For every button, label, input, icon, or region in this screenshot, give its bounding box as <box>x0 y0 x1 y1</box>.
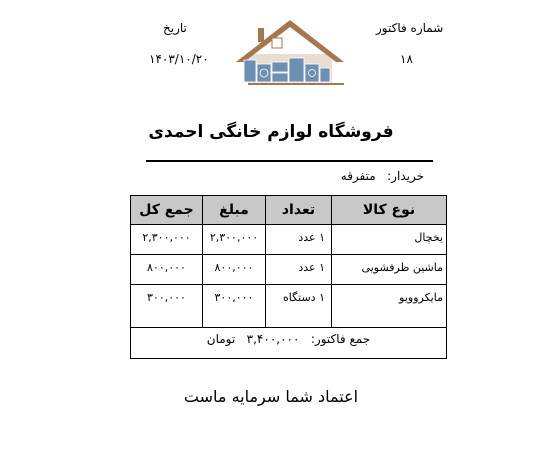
table-row <box>131 225 447 255</box>
item-total: ۳۰۰,۰۰۰ <box>131 285 203 328</box>
item-amount: ۸۰۰,۰۰۰ <box>203 255 266 285</box>
header-amount: مبلغ <box>203 196 266 225</box>
buyer-line <box>341 169 424 183</box>
buyer-label: خریدار: <box>387 169 424 183</box>
shop-title: فروشگاه لوازم خانگی احمدی <box>148 122 394 142</box>
title-divider <box>146 160 433 162</box>
item-amount: ۳۰۰,۰۰۰ <box>203 285 266 328</box>
slogan: اعتماد شما سرمایه ماست <box>183 387 359 406</box>
invoice-total-row <box>131 328 447 359</box>
item-quantity: ۱ دستگاه <box>266 285 332 328</box>
item-total: ۸۰۰,۰۰۰ <box>131 255 203 285</box>
item-name: ماشین ظرفشویی <box>332 255 447 285</box>
table-row <box>131 255 447 285</box>
invoice-table <box>130 195 447 359</box>
house-with-appliances-icon <box>232 18 348 86</box>
invoice-date: ۱۴۰۳/۱۰/۲۰ <box>149 52 209 66</box>
invoice-total-value: ۳,۴۰۰,۰۰۰ <box>246 332 300 346</box>
item-name: مایکروویو <box>332 285 447 328</box>
invoice-total-label: جمع فاکتور: <box>310 332 371 346</box>
invoice-total-cell <box>131 328 447 359</box>
invoice-number: ۱۸ <box>400 52 413 66</box>
header-item-name: نوع کالا <box>332 196 447 225</box>
buyer-value: متفرقه <box>340 169 376 183</box>
item-quantity: ۱ عدد <box>266 255 332 285</box>
invoice-number-label: شماره فاکتور <box>376 21 444 35</box>
table-header-row <box>131 196 447 225</box>
item-name: یخچال <box>332 225 447 255</box>
header-quantity: تعداد <box>266 196 332 225</box>
item-total: ۲,۳۰۰,۰۰۰ <box>131 225 203 255</box>
date-label: تاریخ <box>163 21 187 35</box>
header-total: جمع کل <box>131 196 203 225</box>
invoice-total-unit: تومان <box>206 332 236 346</box>
item-quantity: ۱ عدد <box>266 225 332 255</box>
item-amount: ۲,۳۰۰,۰۰۰ <box>203 225 266 255</box>
table-row <box>131 285 447 328</box>
